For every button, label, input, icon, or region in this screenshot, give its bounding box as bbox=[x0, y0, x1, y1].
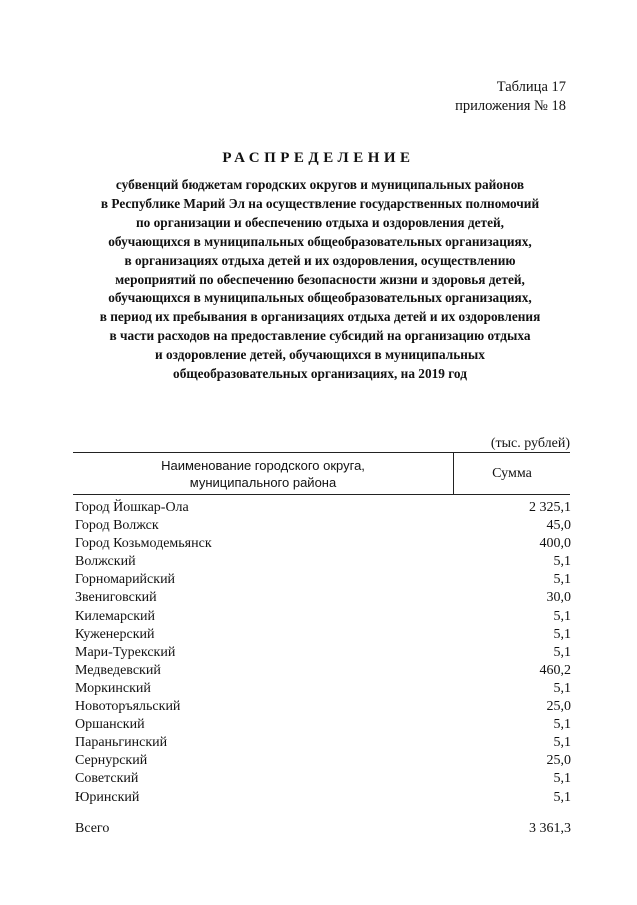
column-header-name-line2: муниципального района bbox=[189, 474, 337, 490]
table-row bbox=[75, 752, 571, 770]
row-sum: 5,1 bbox=[553, 771, 571, 787]
document-title: РАСПРЕДЕЛЕНИЕ bbox=[222, 150, 415, 166]
table-header bbox=[73, 452, 570, 495]
row-sum: 5,1 bbox=[553, 554, 571, 570]
row-name: Оршанский bbox=[75, 717, 145, 733]
row-sum: 5,1 bbox=[553, 626, 571, 642]
total-label: Всего bbox=[75, 821, 110, 836]
row-name: Мари-Турекский bbox=[75, 644, 176, 660]
row-sum: 2 325,1 bbox=[529, 500, 571, 515]
subtitle-line: и оздоровление детей, обучающихся в муниципальных bbox=[155, 347, 485, 363]
subtitle-line: обучающихся в муниципальных общеобразовательных организациях, bbox=[108, 290, 532, 306]
unit-label: (тыс. рублей) bbox=[490, 436, 570, 451]
row-name: Горномарийский bbox=[75, 572, 176, 588]
table-row bbox=[75, 608, 571, 626]
table-row bbox=[75, 553, 571, 571]
table-number: Таблица 17 bbox=[496, 79, 566, 95]
table-reference bbox=[455, 78, 566, 116]
subtitle-line: в части расходов на предоставление субсидий на организацию отдыха bbox=[109, 328, 531, 344]
table-row bbox=[75, 626, 571, 644]
row-sum: 5,1 bbox=[553, 717, 571, 733]
row-name: Сернурский bbox=[75, 753, 148, 769]
subtitle-line: общеобразовательных организациях, на 2019 год bbox=[173, 366, 467, 382]
row-name: Город Йошкар-Ола bbox=[75, 500, 189, 515]
subtitle-line: в организациях отдыха детей и их оздоровления, осуществлению bbox=[124, 252, 516, 268]
row-sum: 460,2 bbox=[539, 662, 571, 678]
subtitle-line: мероприятий по обеспечению безопасности жизни и здоровья детей, bbox=[115, 271, 525, 287]
appendix-number: приложения № 18 bbox=[455, 98, 566, 114]
row-name: Куженерский bbox=[75, 626, 155, 642]
row-sum: 5,1 bbox=[553, 789, 571, 805]
total-row bbox=[75, 820, 571, 838]
column-header-sum: Сумма bbox=[492, 465, 532, 481]
row-name: Параньгинский bbox=[75, 735, 168, 751]
subtitle-line: обучающихся в муниципальных общеобразовательных организациях, bbox=[108, 233, 532, 249]
total-sum: 3 361,3 bbox=[529, 821, 571, 836]
row-name: Юринский bbox=[75, 789, 140, 805]
table-row bbox=[75, 698, 571, 716]
row-sum: 5,1 bbox=[553, 680, 571, 696]
row-name: Звениговский bbox=[75, 590, 157, 606]
table-row bbox=[75, 589, 571, 607]
row-sum: 30,0 bbox=[546, 590, 571, 606]
table-body bbox=[75, 499, 571, 807]
subtitle-line: субвенций бюджетам городских округов и муниципальных районов bbox=[115, 177, 525, 192]
table-row bbox=[75, 716, 571, 734]
row-name: Город Козьмодемьянск bbox=[75, 536, 212, 552]
table-row bbox=[75, 734, 571, 752]
row-sum: 400,0 bbox=[539, 536, 571, 552]
subtitle-line: в Республике Марий Эл на осуществление государственных полномочий bbox=[100, 195, 540, 211]
table-row bbox=[75, 535, 571, 553]
column-header-name bbox=[73, 453, 454, 494]
row-sum: 25,0 bbox=[546, 699, 571, 715]
row-name: Новоторъяльский bbox=[75, 699, 181, 715]
row-sum: 5,1 bbox=[553, 572, 571, 588]
column-header-name-line1: Наименование городского округа, bbox=[161, 457, 365, 473]
table-row bbox=[75, 644, 571, 662]
row-sum: 45,0 bbox=[546, 518, 571, 534]
row-sum: 5,1 bbox=[553, 608, 571, 624]
row-name: Моркинский bbox=[75, 680, 151, 696]
row-sum: 5,1 bbox=[553, 644, 571, 660]
table-row bbox=[75, 517, 571, 535]
row-name: Советский bbox=[75, 771, 139, 787]
row-name: Город Волжск bbox=[75, 518, 159, 534]
row-name: Волжский bbox=[75, 554, 136, 570]
row-sum: 25,0 bbox=[546, 753, 571, 769]
table-row bbox=[75, 680, 571, 698]
table-row bbox=[75, 571, 571, 589]
row-sum: 5,1 bbox=[553, 735, 571, 751]
row-name: Килемарский bbox=[75, 608, 156, 624]
table-row bbox=[75, 662, 571, 680]
subtitle-line: по организации и обеспечению отдыха и оздоровления детей, bbox=[136, 214, 504, 230]
table-row bbox=[75, 789, 571, 807]
table-row bbox=[75, 499, 571, 517]
row-name: Медведевский bbox=[75, 662, 161, 678]
table-row bbox=[75, 770, 571, 788]
subtitle-line: в период их пребывания в организациях отдыха детей и их оздоровления bbox=[99, 309, 541, 325]
document-subtitle bbox=[40, 176, 600, 384]
